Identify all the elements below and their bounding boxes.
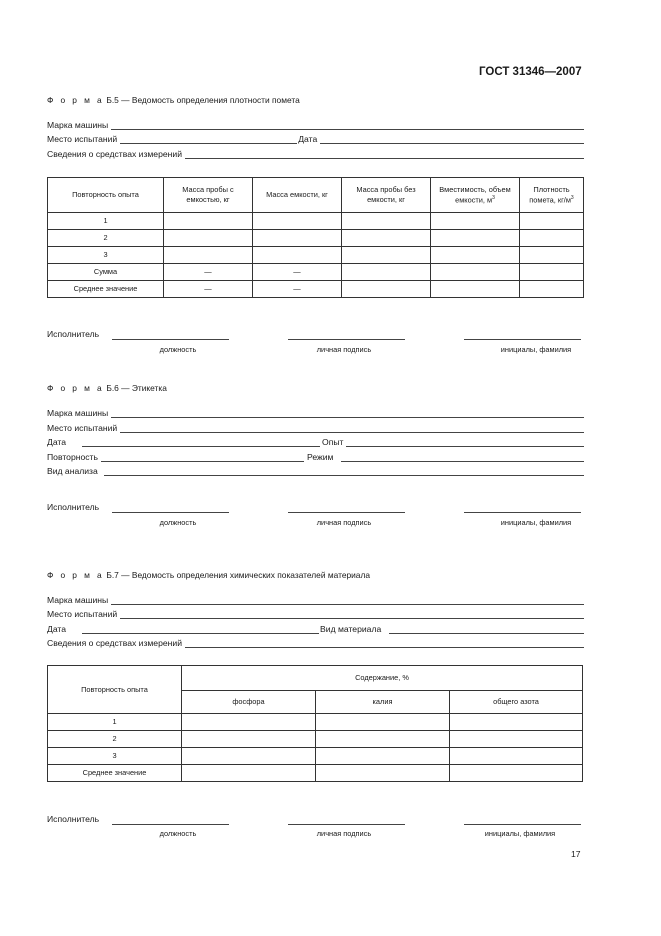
table-cell: —	[164, 264, 253, 281]
form-b7-title-text: Б.7 — Ведомость определения химических показателей материала	[104, 570, 371, 580]
form-b5-machine-field[interactable]	[111, 120, 584, 130]
row-label-cell: 2	[48, 731, 182, 748]
form-b6-machine-row	[47, 406, 584, 418]
form-b7-instruments-label: Сведения о средствах измерений	[47, 638, 182, 648]
table-cell[interactable]	[450, 731, 583, 748]
table-cell[interactable]	[182, 731, 316, 748]
signature-field[interactable]	[288, 503, 405, 513]
table-cell[interactable]	[253, 247, 342, 264]
executor-label: Исполнитель	[47, 814, 100, 824]
table-cell[interactable]	[431, 213, 520, 230]
position-field[interactable]	[112, 815, 229, 825]
row-label-cell: 1	[48, 213, 164, 230]
table-cell[interactable]	[253, 213, 342, 230]
form-b7-material-label: Вид материала	[320, 624, 382, 634]
table-cell[interactable]	[182, 714, 316, 731]
table-cell[interactable]	[253, 230, 342, 247]
form-b5-instruments-row	[47, 147, 584, 159]
form-b6-title-text: Б.6 — Этикетка	[104, 383, 167, 393]
table-cell[interactable]	[316, 731, 450, 748]
table-cell[interactable]	[316, 748, 450, 765]
table-cell[interactable]	[431, 247, 520, 264]
form-b6-analysis-label: Вид анализа	[47, 466, 98, 476]
table-row	[48, 230, 584, 247]
form-b7-machine-field[interactable]	[111, 595, 584, 605]
form-b5-instruments-label: Сведения о средствах измерений	[47, 149, 182, 159]
form-b6-mode-label: Режим	[306, 452, 334, 462]
table-cell[interactable]	[520, 213, 584, 230]
standard-number: ГОСТ 31346—2007	[479, 66, 582, 78]
row-label-cell: Среднее значение	[48, 765, 182, 782]
table-cell[interactable]	[342, 281, 431, 298]
form-b5-header-text: Вместимость, объем емкости, м	[439, 185, 511, 205]
table-cell[interactable]	[520, 230, 584, 247]
form-b5-header-cell: Масса емкости, кг	[253, 178, 342, 213]
form-b5-date-label: Дата	[298, 134, 318, 144]
form-b6-place-label: Место испытаний	[47, 423, 118, 433]
form-b5-title-prefix: Ф о р м а	[47, 95, 105, 105]
form-b5-table	[47, 177, 584, 298]
form-b7-subheader-cell: калия	[316, 691, 450, 714]
name-caption: инициалы, фамилия	[500, 345, 572, 354]
position-field[interactable]	[112, 330, 229, 340]
unit-superscript: 3	[492, 194, 495, 201]
form-b6-experiment-field[interactable]	[346, 437, 584, 447]
form-b7-table-header	[48, 666, 583, 691]
form-b5-header-cell: Масса пробы без емкости, кг	[342, 178, 431, 213]
form-b5-date-field[interactable]	[320, 134, 584, 144]
row-label-cell: Среднее значение	[48, 281, 164, 298]
form-b5-instruments-field[interactable]	[185, 149, 584, 159]
form-b6-repeat-row	[47, 450, 584, 462]
table-cell: —	[253, 281, 342, 298]
form-b7-machine-label: Марка машины	[47, 595, 109, 605]
form-b5-place-field[interactable]	[120, 134, 297, 144]
position-field[interactable]	[112, 503, 229, 513]
table-cell[interactable]	[431, 264, 520, 281]
form-b7-date-row	[47, 622, 584, 634]
name-field[interactable]	[464, 330, 581, 340]
form-b7-group-header: Содержание, %	[182, 666, 583, 691]
table-cell[interactable]	[182, 748, 316, 765]
form-b7-date-field[interactable]	[82, 624, 319, 634]
table-row	[48, 714, 583, 731]
table-cell[interactable]	[316, 714, 450, 731]
table-cell[interactable]	[342, 230, 431, 247]
table-cell[interactable]	[431, 230, 520, 247]
table-cell[interactable]	[450, 748, 583, 765]
form-b7-header-cell: Повторность опыта	[48, 666, 182, 714]
table-cell[interactable]	[164, 230, 253, 247]
form-b5-title-text: Б.5 — Ведомость определения плотности помета	[104, 95, 300, 105]
form-b6-repeat-label: Повторность	[47, 452, 98, 462]
form-b5-machine-row	[47, 118, 584, 130]
form-b6-experiment-label: Опыт	[322, 437, 344, 447]
position-caption: должность	[159, 518, 197, 527]
page-number: 17	[571, 849, 581, 859]
form-b7-material-field[interactable]	[389, 624, 584, 634]
form-b7-place-row	[47, 607, 584, 619]
form-b6-place-field[interactable]	[120, 423, 584, 433]
table-cell[interactable]	[164, 213, 253, 230]
table-cell[interactable]	[520, 281, 584, 298]
table-cell[interactable]	[316, 765, 450, 782]
row-label-cell: 3	[48, 748, 182, 765]
form-b7-title	[47, 570, 370, 580]
table-row	[48, 731, 583, 748]
row-label-cell: 2	[48, 230, 164, 247]
table-row	[48, 213, 584, 230]
table-cell[interactable]	[520, 247, 584, 264]
table-row	[48, 765, 583, 782]
form-b5-place-label: Место испытаний	[47, 134, 118, 144]
signature-caption: личная подпись	[316, 829, 372, 838]
form-b6-title	[47, 383, 167, 393]
form-b6-date-field[interactable]	[82, 437, 320, 447]
table-cell[interactable]	[450, 714, 583, 731]
position-caption: должность	[159, 829, 197, 838]
table-cell[interactable]	[164, 247, 253, 264]
form-b7-place-field[interactable]	[120, 609, 584, 619]
form-b5-header-cell	[431, 178, 520, 213]
form-b7-date-label: Дата	[47, 624, 67, 634]
form-b7-subheader-cell: общего азота	[450, 691, 583, 714]
signature-field[interactable]	[288, 815, 405, 825]
table-cell[interactable]	[450, 765, 583, 782]
form-b7-machine-row	[47, 593, 584, 605]
name-field[interactable]	[464, 815, 581, 825]
form-b6-repeat-field[interactable]	[101, 452, 304, 462]
form-b6-mode-field[interactable]	[341, 452, 584, 462]
executor-label: Исполнитель	[47, 502, 100, 512]
table-cell[interactable]	[342, 264, 431, 281]
name-caption: инициалы, фамилия	[484, 829, 556, 838]
table-row	[48, 264, 584, 281]
signature-caption: личная подпись	[316, 345, 372, 354]
table-cell[interactable]	[431, 281, 520, 298]
signature-caption: личная подпись	[316, 518, 372, 527]
form-b7-table	[47, 665, 583, 782]
form-b6-title-prefix: Ф о р м а	[47, 383, 105, 393]
form-b5-header-cell: Повторность опыта	[48, 178, 164, 213]
form-b6-analysis-row	[47, 464, 584, 476]
table-row	[48, 748, 583, 765]
unit-superscript: 3	[570, 194, 574, 201]
form-b7-title-prefix: Ф о р м а	[47, 570, 105, 580]
table-cell[interactable]	[520, 264, 584, 281]
form-b6-date-label: Дата	[47, 437, 67, 447]
table-row	[48, 247, 584, 264]
row-label-cell: Сумма	[48, 264, 164, 281]
signature-field[interactable]	[288, 330, 405, 340]
form-b6-machine-label: Марка машины	[47, 408, 109, 418]
form-b5-place-row	[47, 132, 584, 144]
form-b6-machine-field[interactable]	[111, 408, 584, 418]
table-cell[interactable]	[182, 765, 316, 782]
form-b5-table-header	[48, 178, 584, 213]
form-b6-date-row	[47, 435, 584, 447]
form-b6-analysis-field[interactable]	[104, 466, 584, 476]
form-b5-title	[47, 95, 300, 105]
form-b5-header-cell	[520, 178, 584, 213]
table-row	[48, 281, 584, 298]
form-b7-instruments-field[interactable]	[185, 638, 584, 648]
table-cell: —	[253, 264, 342, 281]
table-cell[interactable]	[342, 247, 431, 264]
form-b7-subheader-cell: фосфора	[182, 691, 316, 714]
form-b7-instruments-row	[47, 636, 584, 648]
table-cell[interactable]	[342, 213, 431, 230]
position-caption: должность	[159, 345, 197, 354]
form-b7-place-label: Место испытаний	[47, 609, 118, 619]
executor-label: Исполнитель	[47, 329, 100, 339]
row-label-cell: 1	[48, 714, 182, 731]
form-b5-header-text: Плотность помета, кг/м	[529, 185, 571, 205]
form-b6-place-row	[47, 421, 584, 433]
form-b5-header-cell: Масса пробы с емкостью, кг	[164, 178, 253, 213]
name-caption: инициалы, фамилия	[500, 518, 572, 527]
form-b5-machine-label: Марка машины	[47, 120, 109, 130]
table-cell: —	[164, 281, 253, 298]
row-label-cell: 3	[48, 247, 164, 264]
name-field[interactable]	[464, 503, 581, 513]
